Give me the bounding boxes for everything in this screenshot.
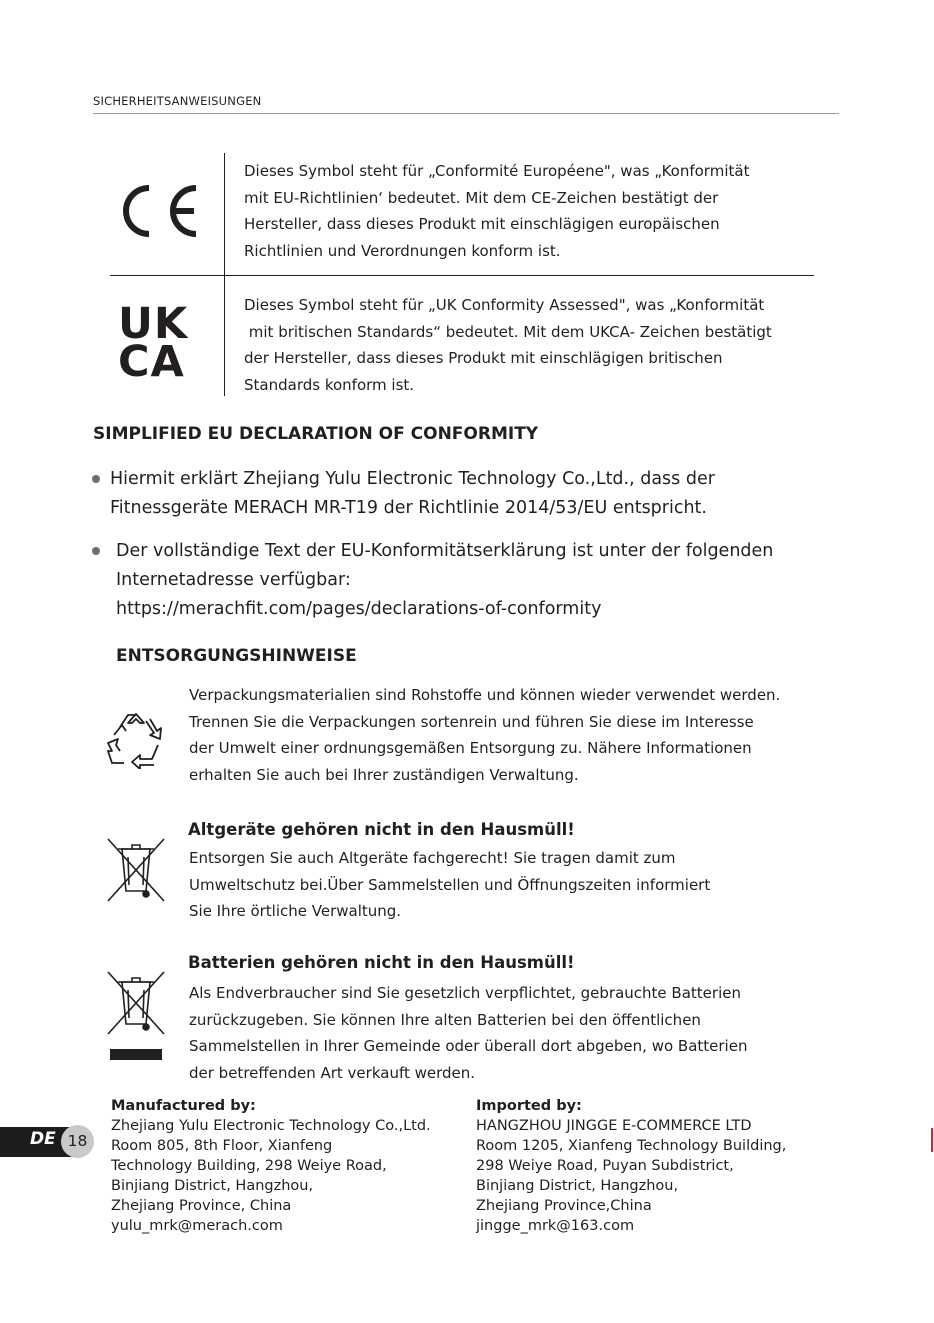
manufacturer-heading: Manufactured by:	[111, 1098, 256, 1114]
ukca-description	[244, 292, 772, 398]
crossed-bin-icon	[104, 837, 168, 909]
bullet-dot-icon	[92, 547, 100, 555]
manufacturer-line: Zhejiang Yulu Electronic Technology Co.,Ltd.	[111, 1118, 431, 1134]
bullet-2-line-2: Internetadresse verfügbar:	[116, 570, 351, 590]
batteries-notice	[189, 980, 747, 1086]
bullet-2-line-1: Der vollständige Text der EU-Konformitätserklärung ist unter der folgenden	[116, 541, 774, 561]
page-edge-mark	[931, 1128, 933, 1152]
importer-line: 298 Weiye Road, Puyan Subdistrict,	[476, 1158, 734, 1174]
ukca-line-2: mit britischen Standards“ bedeutet. Mit dem UKCA- Zeichen bestätigt	[244, 322, 772, 341]
batteries-line-3: Sammelstellen in Ihrer Gemeinde oder überall dort abgeben, wo Batterien	[189, 1037, 748, 1055]
importer-line: Room 1205, Xianfeng Technology Building,	[476, 1138, 787, 1154]
packaging-line-3: der Umwelt einer ordnungsgemäßen Entsorgung zu. Nähere Informationen	[189, 739, 752, 757]
packaging-line-1: Verpackungsmaterialien sind Rohstoffe und können wieder verwendet werden.	[189, 686, 781, 704]
manufacturer-block	[111, 1096, 431, 1236]
declaration-bullet-1	[110, 465, 715, 523]
ce-description	[244, 158, 749, 264]
ce-line-2: mit EU-Richtlinien‘ bedeutet. Mit dem CE-Zeichen bestätigt der	[244, 188, 719, 207]
manufacturer-email: yulu_mrk@merach.com	[111, 1218, 283, 1234]
importer-block	[476, 1096, 786, 1236]
manufacturer-line: Technology Building, 298 Weiye Road,	[111, 1158, 387, 1174]
manufacturer-line: Zhejiang Province, China	[111, 1198, 292, 1214]
language-code: DE	[30, 1129, 56, 1149]
importer-line: Binjiang District, Hangzhou,	[476, 1178, 679, 1194]
manufacturer-line: Room 805, 8th Floor, Xianfeng	[111, 1138, 333, 1154]
ce-line-1: Dieses Symbol steht für „Conformité Européene", was „Konformität	[244, 162, 750, 180]
table-horizontal-divider	[110, 275, 814, 276]
section-header: SICHERHEITSANWEISUNGEN	[93, 94, 262, 108]
old-devices-notice	[189, 845, 710, 925]
packaging-notice	[189, 682, 780, 788]
old-devices-line-1: Entsorgen Sie auch Altgeräte fachgerecht! Sie tragen damit zum	[189, 849, 676, 867]
disposal-title: ENTSORGUNGSHINWEISE	[116, 646, 357, 666]
packaging-line-2: Trennen Sie die Verpackungen sortenrein und führen Sie diese im Interesse	[189, 712, 754, 731]
crossed-battery-bin-icon	[104, 970, 168, 1068]
importer-heading: Imported by:	[476, 1098, 582, 1114]
old-devices-line-2: Umweltschutz bei.Über Sammelstellen und Öffnungszeiten informiert	[189, 875, 711, 894]
ukca-line-1: Dieses Symbol steht für „UK Conformity Assessed", was „Konformität	[244, 296, 765, 314]
bullet-1-line-1: Hiermit erklärt Zhejiang Yulu Electronic Technology Co.,Ltd., dass der	[110, 469, 715, 489]
manufacturer-line: Binjiang District, Hangzhou,	[111, 1178, 314, 1194]
packaging-line-4: erhalten Sie auch bei Ihrer zuständigen Verwaltung.	[189, 765, 579, 784]
batteries-line-2: zurückzugeben. Sie können Ihre alten Batterien bei den öffentlichen	[189, 1010, 701, 1029]
bullet-dot-icon	[92, 475, 100, 483]
importer-line: Zhejiang Province,China	[476, 1198, 652, 1214]
declaration-title: SIMPLIFIED EU DECLARATION OF CONFORMITY	[93, 424, 539, 444]
batteries-title: Batterien gehören nicht in den Hausmüll!	[188, 953, 575, 972]
ce-line-3: Hersteller, dass dieses Produkt mit einschlägigen europäischen	[244, 215, 720, 233]
ce-line-4: Richtlinien und Verordnungen konform ist.	[244, 241, 561, 260]
conformity-url: https://merachfit.com/pages/declarations-of-conformity	[116, 599, 602, 619]
old-devices-title: Altgeräte gehören nicht in den Hausmüll!	[188, 820, 575, 839]
old-devices-line-3: Sie Ihre örtliche Verwaltung.	[189, 902, 402, 920]
ukca-line-4: Standards konform ist.	[244, 375, 415, 394]
bullet-1-line-2: Fitnessgeräte MERACH MR-T19 der Richtlinie 2014/53/EU entspricht.	[110, 498, 707, 518]
page-number: 18	[67, 1132, 88, 1150]
ce-mark-icon	[110, 180, 202, 246]
ukca-line-3: der Hersteller, dass dieses Produkt mit einschlägigen britischen	[244, 349, 723, 367]
ukca-mark-line-1: UK	[118, 299, 189, 349]
batteries-line-1: Als Endverbraucher sind Sie gesetzlich verpflichtet, gebrauchte Batterien	[189, 984, 741, 1002]
declaration-bullet-2	[116, 537, 773, 624]
header-divider	[93, 113, 839, 114]
ukca-mark-line-2: CA	[118, 337, 185, 387]
recycle-icon	[106, 711, 166, 773]
batteries-line-4: der betreffenden Art verkauft werden.	[189, 1063, 476, 1082]
importer-line: HANGZHOU JINGGE E-COMMERCE LTD	[476, 1118, 752, 1134]
importer-email: jingge_mrk@163.com	[476, 1218, 635, 1234]
ukca-mark-icon	[118, 299, 198, 387]
